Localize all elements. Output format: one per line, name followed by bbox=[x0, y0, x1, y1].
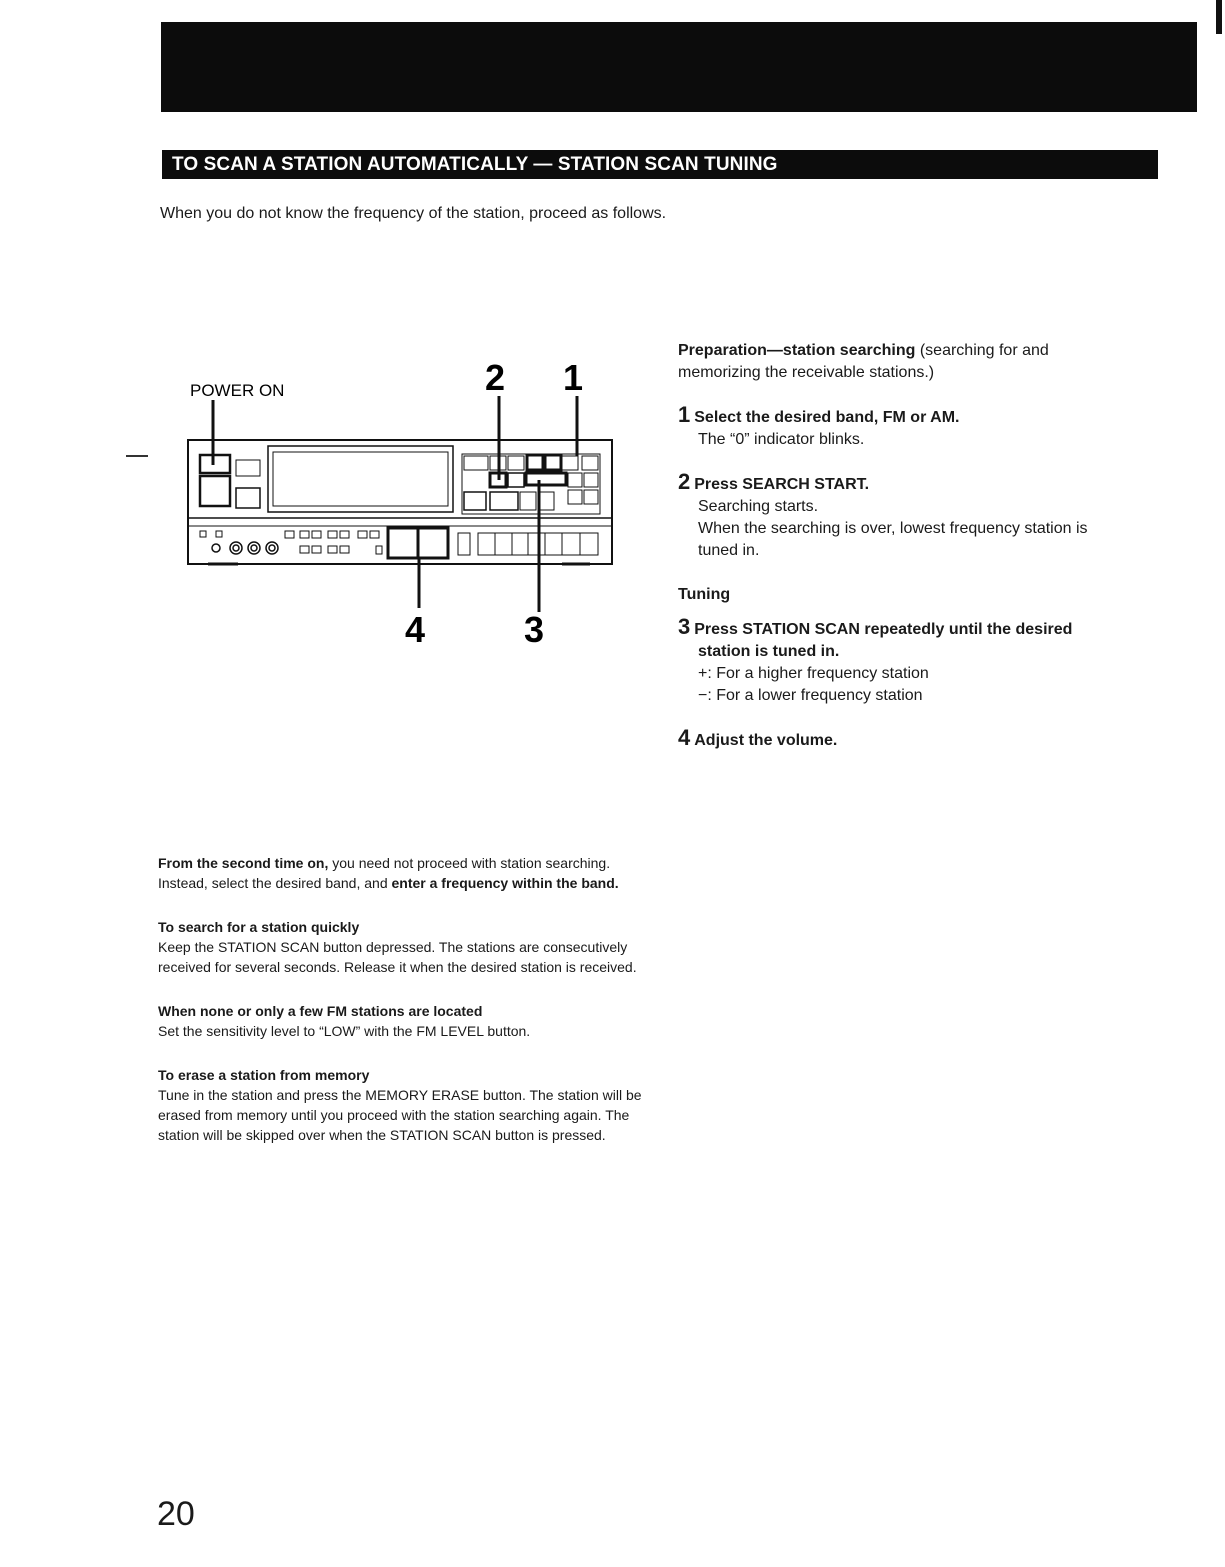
power-on-label: POWER ON bbox=[190, 381, 285, 400]
receiver-diagram bbox=[140, 330, 640, 660]
step-2-line-1: Searching starts. bbox=[698, 498, 819, 515]
step-3 bbox=[678, 616, 1118, 707]
step-3-title: Press STATION SCAN repeatedly until the desired station is tuned in. bbox=[694, 621, 1073, 660]
note-few-stations-title: When none or only a few FM stations are located bbox=[158, 1003, 483, 1019]
step-1 bbox=[678, 404, 1118, 451]
callout-3: 3 bbox=[524, 609, 545, 650]
step-4 bbox=[678, 727, 1118, 752]
step-2 bbox=[678, 471, 1118, 562]
callout-2: 2 bbox=[485, 357, 506, 398]
receiver-body bbox=[188, 440, 612, 564]
preparation-paragraph bbox=[678, 340, 1118, 384]
step-1-title: Select the desired band, FM or AM. bbox=[694, 409, 960, 426]
note-search-quickly bbox=[158, 917, 658, 977]
preparation-note: (searching for and memorizing the receivable stations.) bbox=[678, 342, 1049, 381]
section-title: TO SCAN A STATION AUTOMATICALLY — STATION SCAN TUNING bbox=[162, 150, 1158, 179]
receiver-illustration bbox=[140, 330, 640, 660]
note-second-time bbox=[158, 853, 658, 893]
note-search-quickly-body: Keep the STATION SCAN button depressed. The stations are consecutively received for several seconds. Release it when the desired station is received. bbox=[158, 939, 637, 975]
note-erase-station-body: Tune in the station and press the MEMORY ERASE button. The station will be erased from memory until you proceed with the station searching again. The station will be skipped over when the STATION SCAN button is pressed. bbox=[158, 1087, 642, 1143]
note-few-stations-body: Set the sensitivity level to “LOW” with the FM LEVEL button. bbox=[158, 1023, 531, 1039]
step-1-line-1: The “0” indicator blinks. bbox=[698, 431, 865, 448]
page-number: 20 bbox=[157, 1495, 195, 1533]
note-erase-station bbox=[158, 1065, 658, 1145]
step-4-number: 4 bbox=[678, 725, 691, 750]
step-2-number: 2 bbox=[678, 469, 691, 494]
step-3-line-1: +: For a higher frequency station bbox=[698, 665, 929, 682]
tuning-heading: Tuning bbox=[678, 586, 731, 603]
callout-1: 1 bbox=[563, 357, 584, 398]
step-2-line-2: When the searching is over, lowest frequency station is tuned in. bbox=[698, 520, 1088, 559]
note-search-quickly-title: To search for a station quickly bbox=[158, 919, 360, 935]
callout-4: 4 bbox=[405, 609, 426, 650]
step-4-title: Adjust the volume. bbox=[694, 732, 838, 749]
preparation-heading: Preparation—station searching bbox=[678, 342, 916, 359]
step-2-title: Press SEARCH START. bbox=[694, 476, 870, 493]
note-second-time-emphasis: enter a frequency within the band. bbox=[391, 875, 619, 891]
page-edge-mark bbox=[1216, 0, 1222, 34]
note-few-stations bbox=[158, 1001, 658, 1041]
note-second-time-lead: From the second time on, bbox=[158, 855, 329, 871]
instructions-column bbox=[678, 340, 1118, 752]
note-second-time-body: you need not proceed with station searching. Instead, select the desired band, and bbox=[158, 855, 611, 891]
step-3-number: 3 bbox=[678, 614, 691, 639]
step-3-line-2: −: For a lower frequency station bbox=[698, 687, 923, 704]
note-erase-station-title: To erase a station from memory bbox=[158, 1067, 370, 1083]
header-bar bbox=[161, 22, 1197, 112]
intro-text: When you do not know the frequency of the station, proceed as follows. bbox=[160, 205, 667, 222]
notes-column bbox=[158, 853, 658, 1145]
step-1-number: 1 bbox=[678, 402, 691, 427]
